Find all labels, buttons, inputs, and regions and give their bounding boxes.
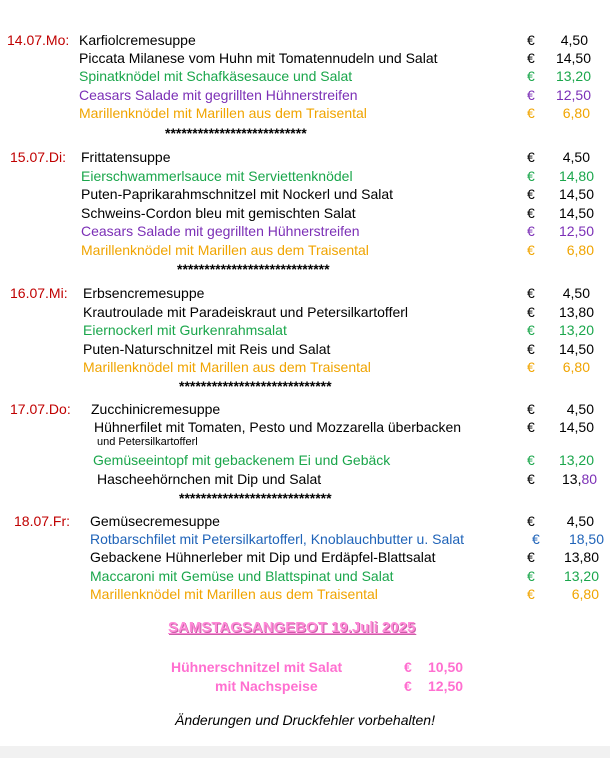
dish-name: Erbsencremesuppe xyxy=(83,285,205,301)
menu-row xyxy=(0,358,610,376)
menu-row xyxy=(0,512,610,530)
menu-row xyxy=(0,86,610,104)
dish-name: Marillenknödel mit Marillen aus dem Traisental xyxy=(81,242,369,258)
dish-name: Rotbarschfilet mit Petersilkartofferl, Knoblauchbutter u. Salat xyxy=(90,531,465,547)
currency: € xyxy=(527,586,535,602)
dish-name: Krautroulade mit Paradeiskraut und Petersilkartofferl xyxy=(83,304,409,320)
menu-row xyxy=(0,400,610,418)
price: 14,50 xyxy=(558,419,594,435)
price: 13,20 xyxy=(563,568,599,584)
separator: **************************** xyxy=(177,261,330,277)
dish-name: Marillenknödel mit Marillen aus dem Traisental xyxy=(79,105,367,121)
price: 18,50 xyxy=(568,531,604,547)
menu-row xyxy=(0,321,610,339)
currency: € xyxy=(527,223,535,239)
disclaimer: Änderungen und Druckfehler vorbehalten! xyxy=(175,712,435,728)
currency: € xyxy=(527,168,535,184)
menu-row xyxy=(0,67,610,85)
day-label-do: 17.07.Do: xyxy=(10,401,71,417)
menu-row xyxy=(0,418,610,436)
saturday-price: 10,50 xyxy=(428,659,464,675)
dish-name: Ceasars Salade mit gegrillten Hühnerstreifen xyxy=(79,87,358,103)
price-suffix: 80 xyxy=(581,471,598,487)
menu-row xyxy=(0,31,610,49)
dish-name: Puten-Paprikarahmschnitzel mit Nockerl und Salat xyxy=(81,186,394,202)
menu-row xyxy=(0,204,610,222)
price: 14,50 xyxy=(558,341,594,357)
menu-row xyxy=(0,435,610,449)
currency: € xyxy=(527,568,535,584)
price: 14,50 xyxy=(555,50,591,66)
saturday-currency: € xyxy=(404,678,412,694)
menu-row xyxy=(0,567,610,585)
price: 6,80 xyxy=(571,586,599,602)
dish-name: Eierschwammerlsauce mit Serviettenknödel xyxy=(81,168,353,184)
menu-row xyxy=(0,585,610,603)
currency: € xyxy=(527,304,535,320)
separator: **************************** xyxy=(179,490,332,506)
currency: € xyxy=(527,359,535,375)
dish-name-continued: und Petersilkartofferl xyxy=(97,436,198,448)
dish-name: Piccata Milanese vom Huhn mit Tomatennudeln und Salat xyxy=(79,50,438,66)
day-label-fr: 18.07.Fr: xyxy=(14,513,71,529)
menu-row xyxy=(0,303,610,321)
saturday-offer-title: SAMSTAGSANGEBOT 19.Juli 2025 xyxy=(168,619,416,636)
price: 13,20 xyxy=(555,68,591,84)
dish-name: Gemüseeintopf mit gebackenem Ei und Gebäck xyxy=(93,452,391,468)
price: 6,80 xyxy=(566,242,594,258)
currency: € xyxy=(527,32,535,48)
menu-row xyxy=(0,548,610,566)
currency: € xyxy=(527,68,535,84)
menu-row xyxy=(0,241,610,259)
price: 4,50 xyxy=(560,32,588,48)
currency: € xyxy=(527,471,535,487)
menu-row xyxy=(0,222,610,240)
dish-name: Zucchinicremesuppe xyxy=(91,401,221,417)
price: 12,50 xyxy=(558,223,594,239)
currency: € xyxy=(527,205,535,221)
saturday-currency: € xyxy=(404,659,412,675)
menu-row xyxy=(0,284,610,302)
menu-row xyxy=(0,530,610,548)
bottom-bar xyxy=(0,746,610,758)
price: 13,80 xyxy=(563,549,599,565)
day-label-mo: 14.07.Mo: xyxy=(7,32,70,48)
currency: € xyxy=(527,419,535,435)
dish-name: Gemüsecremesuppe xyxy=(90,513,220,529)
price: 13,20 xyxy=(558,322,594,338)
dish-name: Ceasars Salade mit gegrillten Hühnerstreifen xyxy=(81,223,360,239)
saturday-offer-line: Hühnerschnitzel mit Salat xyxy=(171,659,343,675)
currency: € xyxy=(527,322,535,338)
dish-name: Eiernockerl mit Gurkenrahmsalat xyxy=(83,322,287,338)
menu-row xyxy=(0,167,610,185)
dish-name: Hascheehörnchen mit Dip und Salat xyxy=(97,471,322,487)
dish-name: Frittatensuppe xyxy=(81,149,171,165)
price: 14,50 xyxy=(558,186,594,202)
dish-name: Maccaroni mit Gemüse und Blattspinat und Salat xyxy=(90,568,394,584)
price: 4,50 xyxy=(562,285,590,301)
dish-name: Spinatknödel mit Schafkäsesauce und Salat xyxy=(79,68,353,84)
currency: € xyxy=(527,87,535,103)
separator: **************************** xyxy=(179,378,332,394)
day-label-di: 15.07.Di: xyxy=(10,149,67,165)
menu-row xyxy=(0,49,610,67)
menu-row xyxy=(0,185,610,203)
price: 13,80 xyxy=(558,304,594,320)
currency: € xyxy=(527,105,535,121)
price: 14,50 xyxy=(558,205,594,221)
menu-row xyxy=(0,148,610,166)
price: 4,50 xyxy=(562,149,590,165)
dish-name: Karfiolcremesuppe xyxy=(79,32,196,48)
menu-row xyxy=(0,340,610,358)
currency: € xyxy=(527,401,535,417)
currency: € xyxy=(527,513,535,529)
currency: € xyxy=(527,149,535,165)
dish-name: Puten-Naturschnitzel mit Reis und Salat xyxy=(83,341,331,357)
currency: € xyxy=(527,50,535,66)
price: 4,50 xyxy=(566,401,594,417)
menu-row xyxy=(0,451,610,469)
currency: € xyxy=(527,549,535,565)
currency: € xyxy=(527,452,535,468)
dish-name: Marillenknödel mit Marillen aus dem Traisental xyxy=(83,359,371,375)
currency: € xyxy=(527,285,535,301)
price-main: 13, xyxy=(562,471,582,487)
price: 14,80 xyxy=(558,168,594,184)
saturday-price: 12,50 xyxy=(428,678,464,694)
saturday-offer-line: mit Nachspeise xyxy=(215,678,318,694)
price: 4,50 xyxy=(566,513,594,529)
day-label-mi: 16.07.Mi: xyxy=(10,285,68,301)
currency: € xyxy=(532,531,540,547)
separator: ************************** xyxy=(165,125,307,141)
currency: € xyxy=(527,242,535,258)
dish-name: Schweins-Cordon bleu mit gemischten Salat xyxy=(81,205,356,221)
dish-name: Gebackene Hühnerleber mit Dip und Erdäpfel-Blattsalat xyxy=(90,549,436,565)
currency: € xyxy=(527,341,535,357)
price: 13,20 xyxy=(558,452,594,468)
price: 6,80 xyxy=(562,105,590,121)
price: 12,50 xyxy=(555,87,591,103)
dish-name: Marillenknödel mit Marillen aus dem Traisental xyxy=(90,586,378,602)
price xyxy=(562,470,597,488)
currency: € xyxy=(527,186,535,202)
menu-row xyxy=(0,470,610,488)
menu-row xyxy=(0,104,610,122)
dish-name: Hühnerfilet mit Tomaten, Pesto und Mozzarella überbacken xyxy=(94,419,462,435)
price: 6,80 xyxy=(562,359,590,375)
